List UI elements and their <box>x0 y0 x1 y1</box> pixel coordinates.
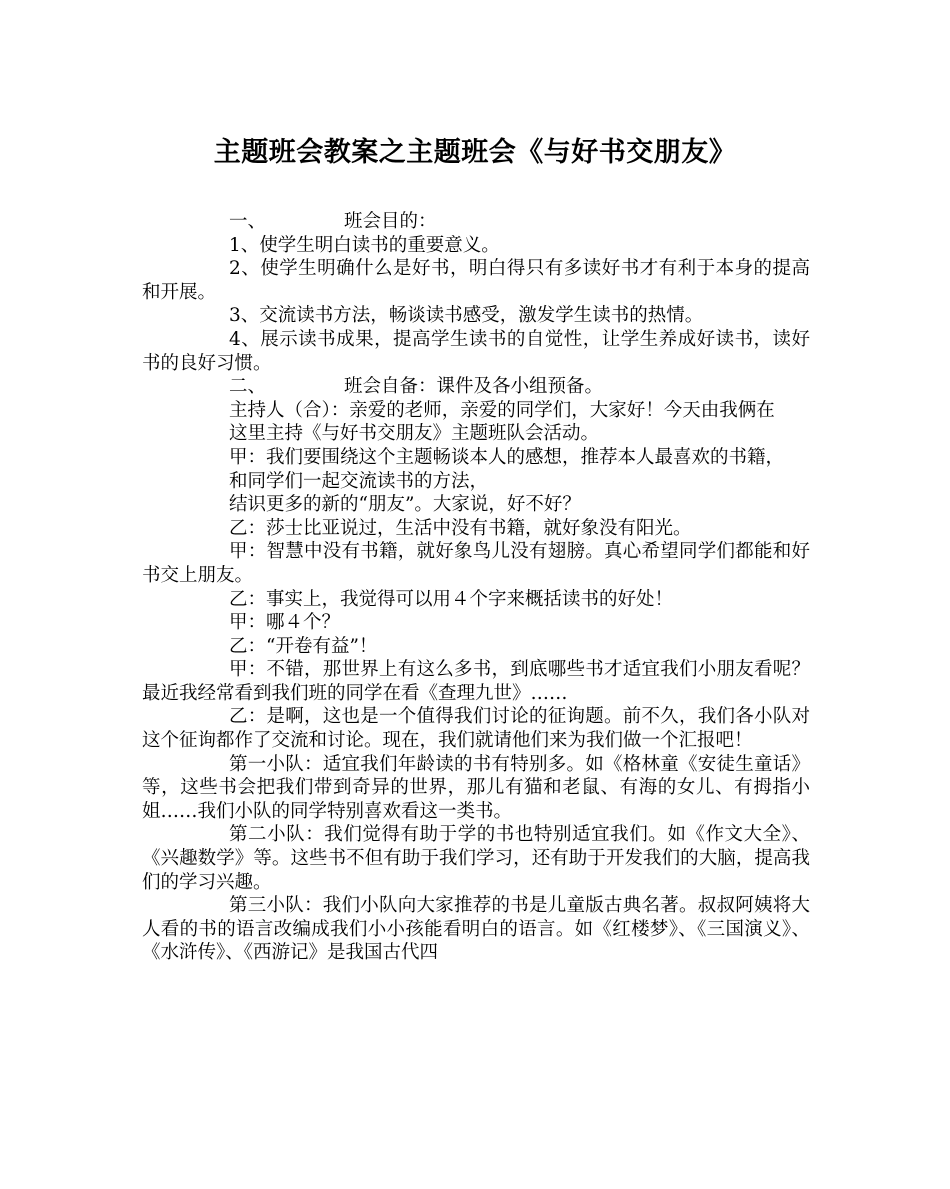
heading-text: 班会自备：课件及各小组预备。 <box>344 376 604 398</box>
paragraph: 1、使学生明白读书的重要意义。 <box>229 234 500 256</box>
heading-number: 一、 <box>229 211 267 232</box>
paragraph: 和同学们一起交流读书的方法， <box>229 470 489 492</box>
paragraph: 主持人（合）：亲爱的老师，亲爱的同学们，大家好！今天由我俩在 <box>229 399 775 421</box>
document-body <box>142 210 810 965</box>
paragraph: 乙：是啊，这也是一个值得我们讨论的征询题。前不久，我们各小队对这个征询都作了交流和讨论。现在，我们就请他们来为我们做一个汇报吧！ <box>142 706 810 752</box>
section-heading-2 <box>142 375 810 399</box>
paragraph: 乙：莎士比亚说过，生活中没有书籍，就好象没有阳光。 <box>229 517 692 539</box>
paragraph: 乙：事实上，我觉得可以用４个字来概括读书的好处！ <box>229 588 674 610</box>
paragraph: 甲：智慧中没有书籍，就好象鸟儿没有翅膀。真心希望同学们都能和好书交上朋友。 <box>142 541 810 586</box>
paragraph: 结识更多的新的“朋友”。大家说，好不好？ <box>229 494 581 516</box>
paragraph: 这里主持《与好书交朋友》主题班队会活动。 <box>229 423 600 445</box>
paragraph: 乙：“开卷有益”！ <box>229 635 378 657</box>
paragraph: 甲：我们要围绕这个主题畅谈本人的感想，推荐本人最喜欢的书籍， <box>229 446 785 468</box>
heading-text: 班会目的： <box>344 211 437 232</box>
paragraph: 第一小队：适宜我们年龄读的书有特别多。如《格林童《安徒生童话》等，这些书会把我们带到奇异的世界，那儿有猫和老鼠、有海的女儿、有拇指小姐……我们小队的同学特别喜欢看这一类书。 <box>142 753 810 822</box>
paragraph: 甲：哪４个？ <box>229 612 341 634</box>
document-title: 主题班会教案之主题班会《与好书交朋友》 <box>213 137 737 168</box>
section-heading-1 <box>142 210 810 234</box>
paragraph: 第二小队：我们觉得有助于学的书也特别适宜我们。如《作文大全》、《兴趣数学》等。这些书不但有助于我们学习，还有助于开发我们的大脑，提高我们的学习兴趣。 <box>142 824 810 893</box>
paragraph: 4、展示读书成果，提高学生读书的自觉性，让学生养成好读书，读好书的良好习惯。 <box>142 328 810 374</box>
paragraph: 甲：不错，那世界上有这么多书，到底哪些书才适宜我们小朋友看呢？最近我经常看到我们班的同学在看《查理九世》…… <box>142 659 810 704</box>
paragraph: 3、交流读书方法，畅谈读书感受，激发学生读书的热情。 <box>229 305 704 327</box>
paragraph: 2、使学生明确什么是好书，明白得只有多读好书才有利于本身的提高和开展。 <box>142 258 810 303</box>
paragraph: 第三小队：我们小队向大家推荐的书是儿童版古典名著。叔叔阿姨将大人看的书的语言改编成我们小小孩能看明白的语言。如《红楼梦》、《三国演义》、《水浒传》、《西游记》是我国古代四 <box>142 895 810 964</box>
heading-number: 二、 <box>229 376 267 398</box>
